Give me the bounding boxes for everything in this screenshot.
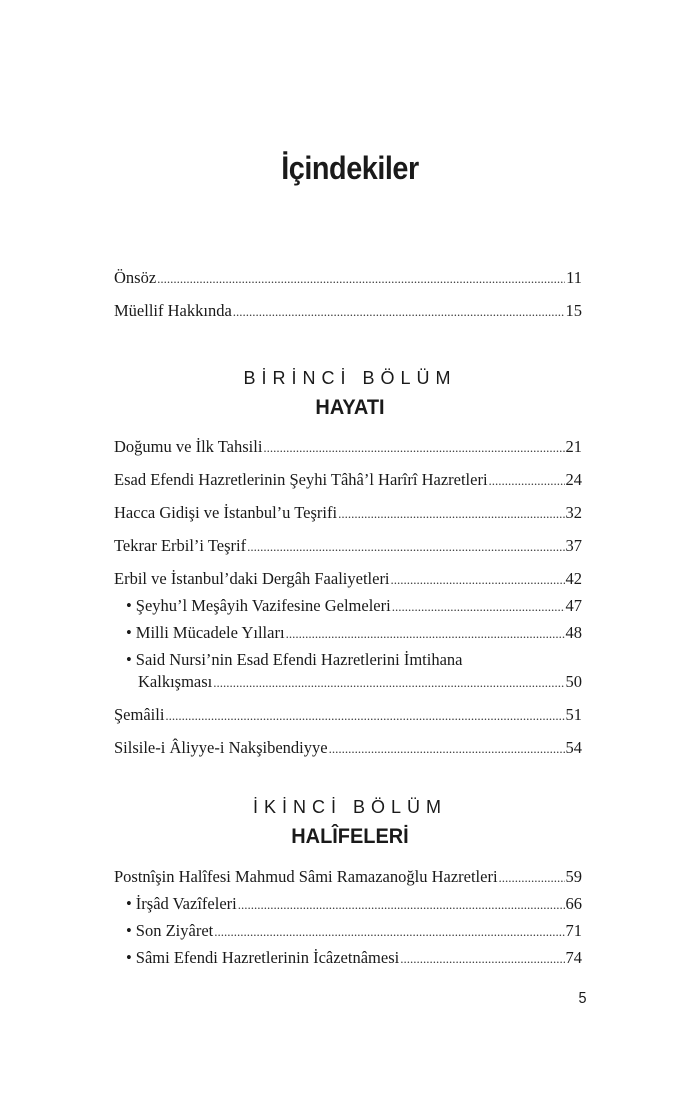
entry-page: 11 [566, 268, 582, 287]
leader-dots [499, 868, 565, 888]
entry-page: 32 [565, 503, 582, 522]
entry-text: Said Nursi’nin Esad Efendi Hazretlerini İmtihana [135, 650, 463, 669]
leader-dots [233, 302, 565, 322]
leader-dots [157, 269, 565, 289]
entry-text: Milli Mücadele Yılları [135, 623, 285, 642]
leader-dots [329, 739, 565, 759]
entry-text: Müellif Hakkında [114, 301, 232, 320]
section-label: İKİNCİ BÖLÜM [252, 797, 448, 817]
bullet: • [126, 650, 132, 669]
toc-entry-muellif[interactable] [114, 301, 582, 322]
entry-page: 50 [565, 672, 582, 691]
toc-subentry[interactable] [114, 596, 582, 617]
leader-dots [238, 895, 565, 915]
leader-dots [400, 949, 564, 969]
entry-page: 37 [565, 536, 582, 555]
leader-dots [391, 570, 565, 590]
leader-dots [392, 597, 565, 617]
bullet: • [126, 596, 132, 615]
entry-page: 51 [565, 705, 582, 724]
toc-entry[interactable] [114, 738, 582, 759]
toc-entry[interactable] [114, 569, 582, 590]
toc-subentry[interactable] [114, 921, 582, 942]
entry-page: 48 [565, 623, 582, 642]
entry-page: 71 [565, 921, 582, 940]
entry-page: 47 [565, 596, 582, 615]
leader-dots [263, 438, 564, 458]
toc-subentry-multiline[interactable] [114, 650, 582, 693]
bullet: • [126, 894, 132, 913]
toc-intro [114, 268, 582, 322]
entry-page: 74 [565, 948, 582, 967]
leader-dots [213, 673, 564, 693]
entry-text: Şeyhu’l Meşâyih Vazifesine Gelmeleri [135, 596, 391, 615]
entry-page: 54 [565, 738, 582, 757]
entry-text: İrşâd Vazîfeleri [135, 894, 237, 913]
section-title: HAYATI [315, 396, 385, 419]
toc-section1 [114, 437, 582, 759]
subentry-line2 [114, 672, 582, 693]
entry-page: 15 [565, 301, 582, 320]
entry-page: 66 [565, 894, 582, 913]
bullet: • [126, 921, 132, 940]
section-title: HALÎFELERİ [291, 825, 409, 848]
entry-text: Tekrar Erbil’i Teşrif [114, 536, 247, 555]
toc-entry[interactable] [114, 536, 582, 557]
entry-page: 42 [565, 569, 582, 588]
entry-text: Hacca Gidişi ve İstanbul’u Teşrifi [114, 503, 338, 522]
entry-text: Şemâili [114, 705, 165, 724]
toc-entry[interactable] [114, 867, 582, 888]
leader-dots [165, 706, 564, 726]
bullet: • [126, 623, 132, 642]
toc-subentry[interactable] [114, 894, 582, 915]
entry-page: 21 [565, 437, 582, 456]
entry-text: Postnîşin Halîfesi Mahmud Sâmi Ramazanoğlu Hazretleri [114, 867, 498, 886]
entry-page: 24 [565, 470, 582, 489]
entry-text: Erbil ve İstanbul’daki Dergâh Faaliyetleri [114, 569, 390, 588]
entry-page: 59 [565, 867, 582, 886]
toc-entry[interactable] [114, 437, 582, 458]
entry-text: Esad Efendi Hazretlerinin Şeyhi Tâhâ’l Harîrî Hazretleri [114, 470, 488, 489]
entry-text: Silsile-i Âliyye-i Nakşibendiyye [114, 738, 328, 757]
subentry-line1 [114, 650, 582, 670]
toc-subentry[interactable] [114, 623, 582, 644]
leader-dots [214, 922, 564, 942]
toc-entry-onsoz[interactable] [114, 268, 582, 289]
leader-dots [247, 537, 564, 557]
bullet: • [126, 948, 132, 967]
toc-entry[interactable] [114, 503, 582, 524]
leader-dots [286, 624, 565, 644]
section-label: BİRİNCİ BÖLÜM [243, 368, 457, 388]
leader-dots [338, 504, 564, 524]
page-number: 5 [578, 990, 587, 1007]
leader-dots [489, 471, 565, 491]
page-title: İçindekiler [281, 150, 419, 186]
entry-text: Kalkışması [138, 672, 213, 691]
toc-section2 [114, 867, 582, 969]
toc-entry[interactable] [114, 470, 582, 491]
entry-text: Sâmi Efendi Hazretlerinin İcâzetnâmesi [135, 948, 400, 967]
toc-subentry[interactable] [114, 948, 582, 969]
entry-text: Son Ziyâret [135, 921, 214, 940]
toc-entry[interactable] [114, 705, 582, 726]
entry-text: Önsöz [114, 268, 157, 287]
entry-text: Doğumu ve İlk Tahsili [114, 437, 263, 456]
